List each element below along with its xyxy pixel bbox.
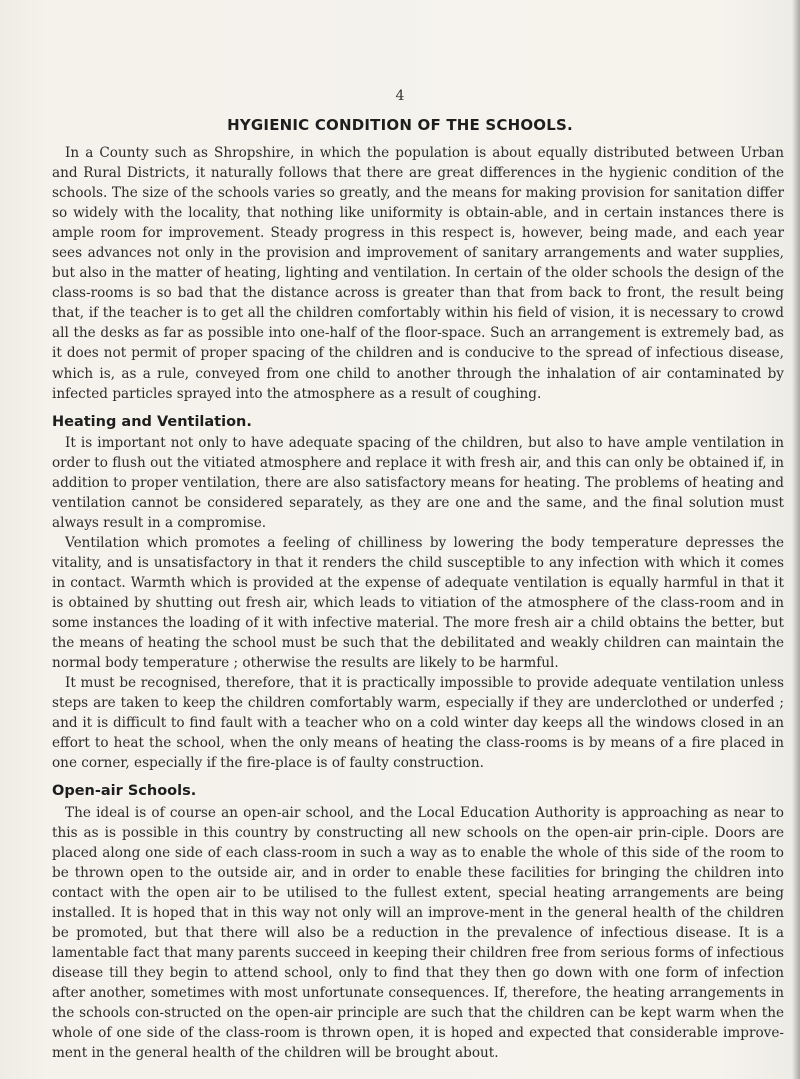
page-title: HYGIENIC CONDITION OF THE SCHOOLS. bbox=[227, 116, 573, 134]
page-edge-shadow bbox=[792, 0, 800, 1079]
open-air-paragraph: The ideal is of course an open-air school, and the Local Education Authority is approaching as near to this as is possible in this country by constructing all new schools on the open-air prin-ciple. Doors are placed along one side of each class-room in such a way as to enable the whole of this side of the room to be thrown open to the outside air, and in order to enable these facilities for bringing the children into contact with the open air to be utilised to the fullest extent, special heating arrangements are being installed. It is hoped that in this way not only will an improve-ment in the general health of the children be promoted, but that there will also be a reduction in the prevalence of infectious disease. It is a lamentable fact that many parents succeed in keeping their children free from serious forms of infectious disease till they begin to attend school, only to find that they then go down with one form of infection after another, sometimes with most unfortunate consequences. If, therefore, the heating arrangements in the schools con-structed on the open-air principle are such that the children can be kept warm when the whole of one side of the class-room is thrown open, it is hoped and expected that considerable improve-ment in the general health of the children will be brought about. bbox=[52, 804, 784, 1062]
heating-paragraph: Ventilation which promotes a feeling of chilliness by lowering the body temperature depresses the vitality, and is unsatisfactory in that it renders the child susceptible to any infection with which it comes in contact. Warmth which is provided at the expense of adequate ventilation is equally harmful in that it is obtained by shutting out fresh air, which leads to vitiation of the atmosphere of the class-room and in some instances the loading of it with infective material. The more fresh air a child obtains the better, but the means of heating the school must be such that the debilitated and weakly children can maintain the normal body temperature ; otherwise the results are likely to be harmful. bbox=[52, 534, 784, 672]
section-heading-heating: Heating and Ventilation. bbox=[52, 413, 252, 430]
heating-paragraph: It is important not only to have adequate spacing of the children, but also to have ample ventilation in order to flush out the vitiated atmosphere and replace it with fresh air, and this can only be obtained if, in addition to proper ventilation, there are also satisfactory means for heating. The problems of heating and ventilation cannot be considered separately, as they are one and the same, and the final solution must always result in a compromise. bbox=[52, 434, 784, 531]
intro-paragraph: In a County such as Shropshire, in which the population is about equally distributed between Urban and Rural Districts, it naturally follows that there are great differences in the hygienic condition of the schools. The size of the schools varies so greatly, and the means for making provision for sanitation differ so widely with the locality, that nothing like uniformity is obtain-able, and in certain instances there is ample room for improvement. Steady progress in this respect is, however, being made, and each year sees advances not only in the provision and improvement of sanitary arrangements and water supplies, but also in the matter of heating, lighting and ventilation. In certain of the older schools the design of the class-rooms is so bad that the distance across is greater than that from back to front, the result being that, if the teacher is to get all the children comfortably within his field of vision, it is necessary to crowd all the desks as far as possible into one-half of the floor-space. Such an arrangement is extremely bad, as it does not permit of proper spacing of the children and is conducive to the spread of infectious disease, which is, as a rule, conveyed from one child to another through the inhalation of air contaminated by infected particles sprayed into the atmosphere as a result of coughing. bbox=[52, 145, 784, 402]
page-number: 4 bbox=[395, 88, 405, 104]
section-heading-open-air: Open-air Schools. bbox=[52, 783, 197, 800]
heating-paragraph: It must be recognised, therefore, that it is practically impossible to provide adequate ventilation unless steps are taken to keep the children comfortably warm, especially if they are underclothed or underfed ; and it is difficult to find fault with a teacher who on a cold winter day keeps all the windows closed in an effort to heat the school, when the only means of heating the class-rooms is by means of a fire placed in one corner, especially if the fire-place is of faulty construction. bbox=[52, 675, 784, 772]
document-body bbox=[52, 143, 784, 1063]
